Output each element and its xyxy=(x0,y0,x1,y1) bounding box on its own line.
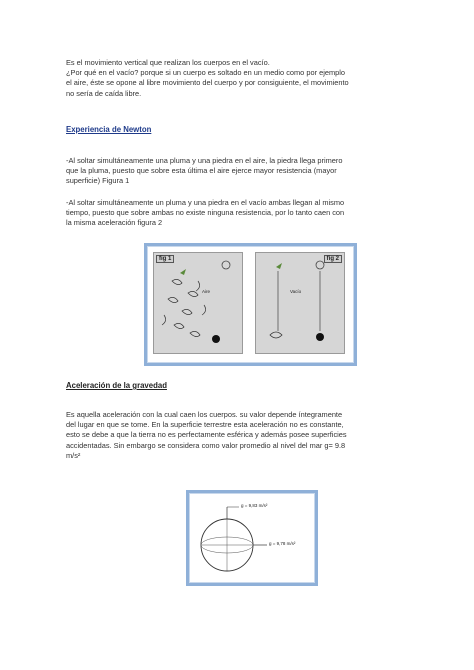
figure-1-air-label: Aire xyxy=(202,289,211,294)
gravity-line: accidentadas. Sin embargo se considera como valor promedio al nivel del mar g= 9.8 xyxy=(66,440,346,450)
earth-gravity-figure xyxy=(186,490,318,586)
intro-line: el aire, éste se opone al libre movimiento del cuerpo y por consiguiente, el movimiento xyxy=(66,78,349,88)
intro-paragraph xyxy=(66,58,416,99)
gravity-heading: Aceleración de la gravedad xyxy=(66,381,167,390)
gravity-line: del lugar en que se tome. En la superficie terrestre esta aceleración no es constante, xyxy=(66,420,344,430)
newton-line: superficie) Figura 1 xyxy=(66,176,130,186)
intro-line: no sería de caída libre. xyxy=(66,88,142,98)
feather-in-vacuum-drawing xyxy=(256,253,344,353)
intro-line: Es el movimiento vertical que realizan los cuerpos en el vacío. xyxy=(66,58,270,67)
newton-line: -Al soltar simultáneamente un pluma y una piedra en el vacío ambas llegan al mismo xyxy=(66,198,345,207)
figure-2-panel xyxy=(255,252,345,354)
figure-1-panel xyxy=(153,252,243,354)
gravity-paragraph xyxy=(66,410,416,461)
newton-figure xyxy=(144,243,357,366)
gravity-line: Es aquella aceleración con la cual caen los cuerpos. su valor depende íntegramente xyxy=(66,410,343,419)
intro-line: ¿Por qué en el vacío? porque si un cuerpo es soltado en un medio como por ejemplo xyxy=(66,68,345,78)
feather-in-air-drawing xyxy=(154,253,242,353)
newton-paragraph-air xyxy=(66,156,416,187)
figure-1-label: fig 1 xyxy=(156,255,174,263)
newton-line: tiempo, puesto que sobre ambas no existe ninguna resistencia, por lo tanto caen con xyxy=(66,208,345,218)
gravity-line: esto se debe a que la tierra no es perfectamente esférica y además posee superficies xyxy=(66,430,347,440)
newton-line: que la pluma, puesto que sobre esta última el aire ejerce mayor resistencia (mayor xyxy=(66,166,337,176)
equator-gravity-label: g = 9,78 m/s² xyxy=(269,541,296,546)
pole-gravity-label: g = 9,83 m/s² xyxy=(241,503,268,508)
newton-line: la misma aceleración figura 2 xyxy=(66,218,163,228)
figure-2-label: fig 2 xyxy=(324,255,342,263)
newton-paragraph-vacuum xyxy=(66,198,416,229)
figure-2-vacuum-label: Vacío xyxy=(290,289,302,294)
gravity-line: m/s² xyxy=(66,450,81,460)
newton-heading: Experiencia de Newton xyxy=(66,125,152,134)
newton-line: -Al soltar simultáneamente una pluma y una piedra en el aire, la piedra llega primero xyxy=(66,156,343,165)
